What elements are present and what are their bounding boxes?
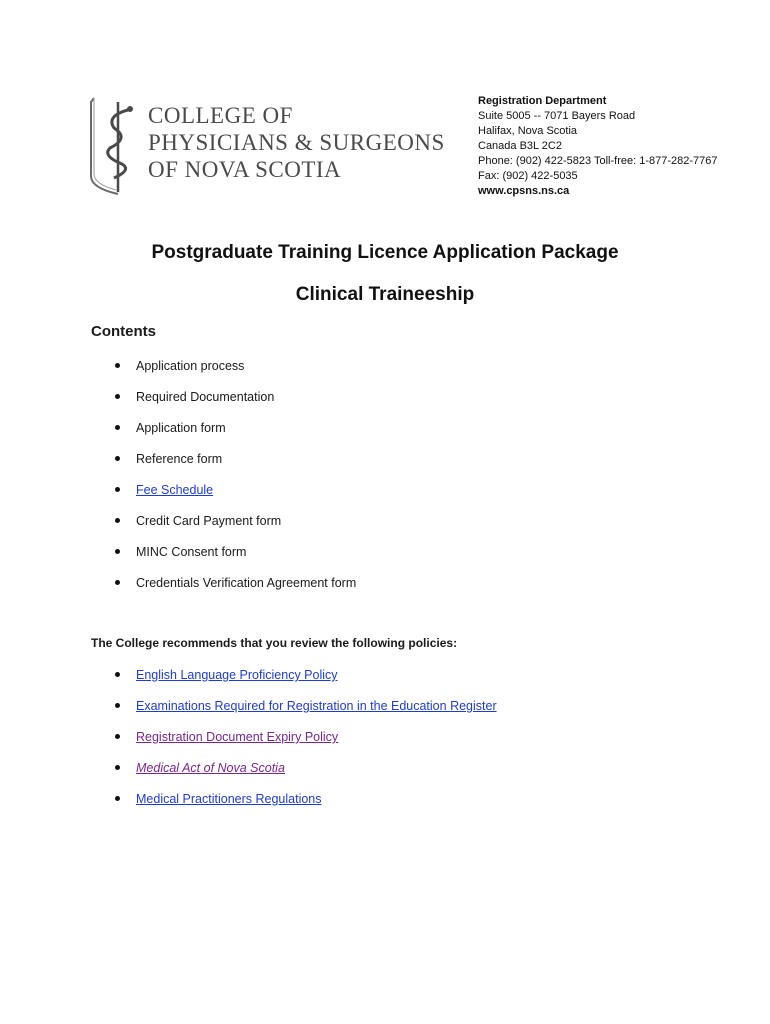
caduceus-icon [88, 96, 144, 196]
bullet-icon [115, 394, 120, 399]
logo-line-2: PHYSICIANS & SURGEONS [148, 130, 445, 155]
bullet-icon [115, 672, 120, 677]
department-name: Registration Department [478, 95, 607, 107]
address-line-1: Suite 5005 -- 7071 Bayers Road [478, 110, 636, 122]
english-proficiency-policy-link[interactable]: English Language Proficiency Policy [136, 668, 338, 682]
address-line-3: Canada B3L 2C2 [478, 140, 562, 152]
bullet-icon [115, 796, 120, 801]
page-title: Postgraduate Training Licence Application Package [151, 242, 619, 263]
page-subtitle: Clinical Traineeship [295, 284, 475, 305]
contents-item-label: Reference form [136, 452, 223, 466]
bullet-icon [115, 549, 120, 554]
contents-item-label: Credit Card Payment form [136, 514, 282, 528]
bullet-icon [115, 703, 120, 708]
policies-heading: The College recommends that you review the following policies: [91, 636, 458, 650]
contents-item-label: MINC Consent form [136, 545, 247, 559]
contents-item-label: Credentials Verification Agreement form [136, 576, 357, 590]
bullet-icon [115, 734, 120, 739]
logo-line-1: COLLEGE OF [148, 103, 293, 128]
medical-act-link[interactable]: Medical Act of Nova Scotia [136, 761, 285, 775]
bullet-icon [115, 580, 120, 585]
bullet-icon [115, 765, 120, 770]
examinations-required-link[interactable]: Examinations Required for Registration in the Education Register [136, 699, 497, 713]
contents-item-label: Application process [136, 359, 245, 373]
contents-item-label: Required Documentation [136, 390, 275, 404]
document-expiry-policy-link[interactable]: Registration Document Expiry Policy [136, 730, 339, 744]
fax-line: Fax: (902) 422-5035 [478, 170, 578, 182]
contents-item-label: Application form [136, 421, 226, 435]
bullet-icon [115, 518, 120, 523]
bullet-icon [115, 487, 120, 492]
bullet-icon [115, 456, 120, 461]
college-logo [88, 96, 458, 196]
logo-line-3: OF NOVA SCOTIA [148, 157, 342, 182]
contents-heading: Contents [91, 323, 156, 340]
phone-line: Phone: (902) 422-5823 Toll-free: 1-877-282-7767 [478, 155, 718, 167]
bullet-icon [115, 363, 120, 368]
address-line-2: Halifax, Nova Scotia [478, 125, 578, 137]
bullet-icon [115, 425, 120, 430]
website-text: www.cpsns.ns.ca [478, 185, 570, 197]
contact-block [478, 94, 718, 199]
fee-schedule-link[interactable]: Fee Schedule [136, 483, 214, 497]
practitioners-regulations-link[interactable]: Medical Practitioners Regulations [136, 792, 322, 806]
